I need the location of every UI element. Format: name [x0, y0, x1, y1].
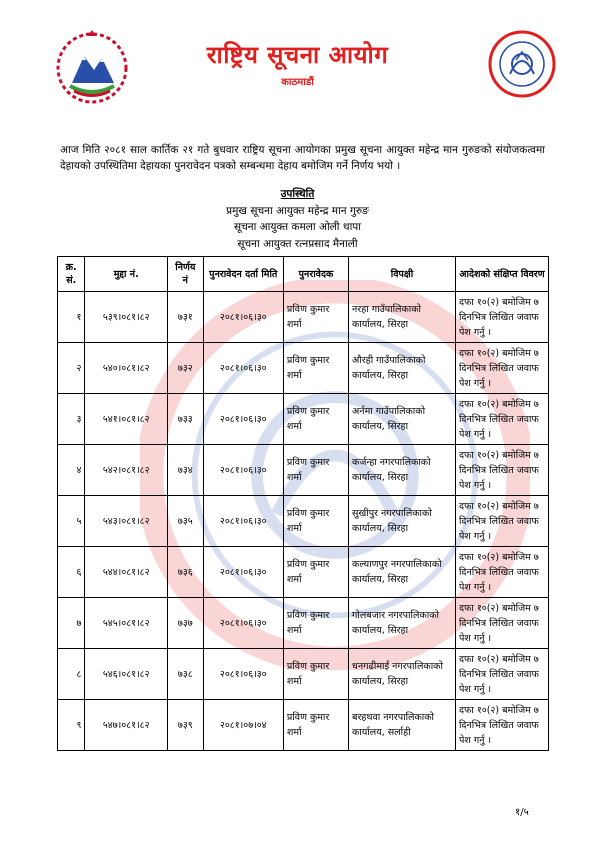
page-number: १/५ — [515, 807, 529, 818]
cell-decision: ७३९ — [168, 700, 204, 751]
cell-respondent: गोलबजार नगरपालिकाको कार्यालय, सिरहा — [349, 598, 456, 649]
cell-sn: १ — [58, 292, 85, 343]
cell-appellant: प्रविण कुमार शर्मा — [283, 394, 348, 445]
cell-case: ५४२।०८१।८२ — [85, 445, 168, 496]
attendance-section — [0, 186, 595, 252]
col-header-decision: निर्णय नं — [168, 257, 204, 292]
cell-appellant: प्रविण कुमार शर्मा — [283, 343, 348, 394]
cell-sn: २ — [58, 343, 85, 394]
cell-decision: ७३२ — [168, 343, 204, 394]
cell-respondent: कर्जन्हा नगरपालिकाको कार्यालय, सिरहा — [349, 445, 456, 496]
cell-order: दफा १०(२) बमोजिम ७ दिनभित्र लिखित जवाफ पेश गर्नु । — [455, 700, 548, 751]
cell-appellant: प्रविण कुमार शर्मा — [283, 547, 348, 598]
attendance-heading: उपस्थिति — [280, 188, 315, 200]
cell-sn: ७ — [58, 598, 85, 649]
attendance-member: सूचना आयुक्त रत्नप्रसाद मैनाली — [237, 237, 358, 250]
cell-sn: ५ — [58, 496, 85, 547]
table-row — [58, 547, 549, 598]
cell-decision: ७३६ — [168, 547, 204, 598]
cell-order: दफा १०(२) बमोजिम ७ दिनभित्र लिखित जवाफ पेश गर्नु । — [455, 547, 548, 598]
cell-order: दफा १०(२) बमोजिम ७ दिनभित्र लिखित जवाफ पेश गर्नु । — [455, 496, 548, 547]
commission-title: राष्ट्रिय सूचना आयोग — [206, 41, 389, 69]
cell-date: २०८१।०६।३० — [203, 394, 283, 445]
cell-date: २०८१।०६।३० — [203, 598, 283, 649]
attendance-member: प्रमुख सूचना आयुक्त महेन्द्र मान गुरुङ — [226, 204, 369, 217]
page-header — [0, 0, 595, 110]
cell-order: दफा १०(२) बमोजिम ७ दिनभित्र लिखित जवाफ पेश गर्नु । — [455, 445, 548, 496]
cell-date: २०८१।०६।३० — [203, 496, 283, 547]
table-row — [58, 292, 549, 343]
cell-sn: ८ — [58, 649, 85, 700]
table-header-row — [58, 257, 549, 292]
cell-decision: ७३५ — [168, 496, 204, 547]
cell-respondent: सुखीपुर नगरपालिकाको कार्यालय, सिरहा — [349, 496, 456, 547]
cell-date: २०८१।०६।३० — [203, 343, 283, 394]
cell-sn: ४ — [58, 445, 85, 496]
cell-respondent: नरहा गाउँपालिकाको कार्यालय, सिरहा — [349, 292, 456, 343]
cell-date: २०८१।०७।०४ — [203, 700, 283, 751]
cell-appellant: प्रविण कुमार शर्मा — [283, 700, 348, 751]
table-row — [58, 343, 549, 394]
cell-order: दफा १०(२) बमोजिम ७ दिनभित्र लिखित जवाफ पेश गर्नु । — [455, 598, 548, 649]
decision-intro-text: आज मिति २०८१ साल कार्तिक २१ गते बुधवार राष्ट्रिय सूचना आयोगका प्रमुख सूचना आयुक्त महेन्द्र मान गुरुङको संयोजकत्वमा देहायको उपस्थितिमा देहायका पुनरावेदन पत्रको सम्बन्धमा देहाय बमोजिम गर्ने निर्णय भयो । — [60, 144, 545, 172]
col-header-appellant: पुनरावेदक — [283, 257, 348, 292]
table-row — [58, 649, 549, 700]
cell-case: ५४५।०८१।८२ — [85, 598, 168, 649]
cell-sn: ९ — [58, 700, 85, 751]
cell-case: ५४६।०८१।८२ — [85, 649, 168, 700]
col-header-respondent: विपक्षी — [349, 257, 456, 292]
cell-order: दफा १०(२) बमोजिम ७ दिनभित्र लिखित जवाफ पेश गर्नु । — [455, 292, 548, 343]
decision-table — [57, 256, 549, 751]
commission-location: काठमाडौं — [281, 77, 314, 88]
col-header-date: पुनरावेदन दर्ता मिति — [203, 257, 283, 292]
cell-respondent: बरहथवा नगरपालिकाको कार्यालय, सर्लाही — [349, 700, 456, 751]
cell-case: ५३९।०८१।८२ — [85, 292, 168, 343]
col-header-case: मुद्दा नं. — [85, 257, 168, 292]
cell-appellant: प्रविण कुमार शर्मा — [283, 445, 348, 496]
cell-appellant: प्रविण कुमार शर्मा — [283, 598, 348, 649]
cell-case: ५४१।०८१।८२ — [85, 394, 168, 445]
cell-respondent: अर्नमा गाउँपालिकाको कार्यालय, सिरहा — [349, 394, 456, 445]
table-row — [58, 598, 549, 649]
cell-respondent: धनगढीमाई नगरपालिकाको कार्यालय, सिरहा — [349, 649, 456, 700]
cell-decision: ७३४ — [168, 445, 204, 496]
cell-case: ५४७।०८१।८२ — [85, 700, 168, 751]
col-header-order: आदेशको संक्षिप्त विवरण — [455, 257, 548, 292]
cell-sn: ३ — [58, 394, 85, 445]
cell-decision: ७३१ — [168, 292, 204, 343]
cell-decision: ७३३ — [168, 394, 204, 445]
col-header-sn: क्र. सं. — [58, 257, 85, 292]
cell-date: २०८१।०६।३० — [203, 649, 283, 700]
cell-appellant: प्रविण कुमार शर्मा — [283, 649, 348, 700]
commission-seal-icon — [488, 30, 556, 98]
table-row — [58, 445, 549, 496]
cell-order: दफा १०(२) बमोजिम ७ दिनभित्र लिखित जवाफ पेश गर्नु । — [455, 343, 548, 394]
cell-decision: ७३७ — [168, 598, 204, 649]
cell-date: २०८१।०६।३० — [203, 445, 283, 496]
table-row — [58, 496, 549, 547]
cell-case: ५४४।०८१।८२ — [85, 547, 168, 598]
cell-appellant: प्रविण कुमार शर्मा — [283, 292, 348, 343]
cell-respondent: कल्याणपुर नगरपालिकाको कार्यालय, सिरहा — [349, 547, 456, 598]
cell-case: ५४०।०८१।८२ — [85, 343, 168, 394]
cell-order: दफा १०(२) बमोजिम ७ दिनभित्र लिखित जवाफ पेश गर्नु । — [455, 394, 548, 445]
cell-appellant: प्रविण कुमार शर्मा — [283, 496, 348, 547]
attendance-member: सूचना आयुक्त कमला ओली थापा — [234, 221, 361, 233]
cell-sn: ६ — [58, 547, 85, 598]
cell-date: २०८१।०६।३० — [203, 292, 283, 343]
table-row — [58, 700, 549, 751]
cell-order: दफा १०(२) बमोजिम ७ दिनभित्र लिखित जवाफ पेश गर्नु । — [455, 649, 548, 700]
cell-case: ५४३।०८१।८२ — [85, 496, 168, 547]
cell-decision: ७३८ — [168, 649, 204, 700]
cell-date: २०८१।०६।३० — [203, 547, 283, 598]
table-row — [58, 394, 549, 445]
cell-respondent: औरही गाउँपालिकाको कार्यालय, सिरहा — [349, 343, 456, 394]
